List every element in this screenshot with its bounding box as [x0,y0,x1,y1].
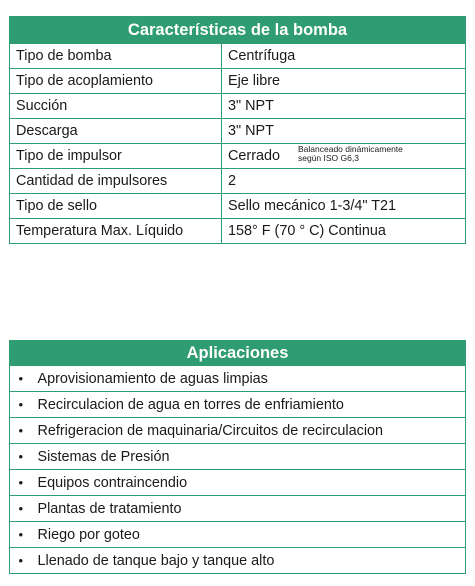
list-item [10,496,466,522]
table-row [10,69,466,94]
applications-table [9,340,466,574]
spec-label: Tipo de sello [10,194,222,219]
bullet-icon: • [10,522,32,548]
spec-label: Tipo de acoplamiento [10,69,222,94]
application-text: Riego por goteo [32,522,466,548]
application-text: Equipos contraincendio [32,470,466,496]
table-row [10,94,466,119]
list-item [10,548,466,574]
spec-label: Descarga [10,119,222,144]
list-item [10,444,466,470]
spec-value: Centrífuga [222,44,466,69]
list-item [10,366,466,392]
application-text: Aprovisionamiento de aguas limpias [32,366,466,392]
spec-value: Sello mecánico 1-3/4" T21 [222,194,466,219]
spec-label: Succión [10,94,222,119]
impeller-note-line1: Balanceado dinámicamente [298,144,403,154]
table-row [10,119,466,144]
spec-value: 2 [222,169,466,194]
application-text: Llenado de tanque bajo y tanque alto [32,548,466,574]
spec-label: Temperatura Max. Líquido [10,219,222,244]
table-row [10,219,466,244]
bullet-icon: • [10,366,32,392]
spec-label: Cantidad de impulsores [10,169,222,194]
table-row [10,169,466,194]
table-row [10,44,466,69]
spec-value-cell [222,144,466,169]
application-text: Recirculacion de agua en torres de enfriamiento [32,392,466,418]
spec-value: Cerrado [228,147,280,164]
spec-value: Eje libre [222,69,466,94]
bullet-icon: • [10,444,32,470]
applications-title: Aplicaciones [10,341,466,366]
spec-label: Tipo de impulsor [10,144,222,169]
application-text: Refrigeracion de maquinaria/Circuitos de recirculacion [32,418,466,444]
list-item [10,470,466,496]
bullet-icon: • [10,496,32,522]
list-item [10,392,466,418]
impeller-note [298,145,403,163]
list-item [10,418,466,444]
bullet-icon: • [10,548,32,574]
bullet-icon: • [10,470,32,496]
list-item [10,522,466,548]
pump-characteristics-table [9,16,466,244]
table-row [10,144,466,169]
spec-value: 3" NPT [222,119,466,144]
table-header-row [10,17,466,44]
table-row [10,194,466,219]
bullet-icon: • [10,418,32,444]
application-text: Plantas de tratamiento [32,496,466,522]
spec-value: 3" NPT [222,94,466,119]
pump-characteristics-title: Características de la bomba [10,17,466,44]
spec-value: 158° F (70 ° C) Continua [222,219,466,244]
application-text: Sistemas de Presión [32,444,466,470]
table-header-row [10,341,466,366]
impeller-note-line2: según ISO G6,3 [298,153,359,163]
spec-label: Tipo de bomba [10,44,222,69]
bullet-icon: • [10,392,32,418]
